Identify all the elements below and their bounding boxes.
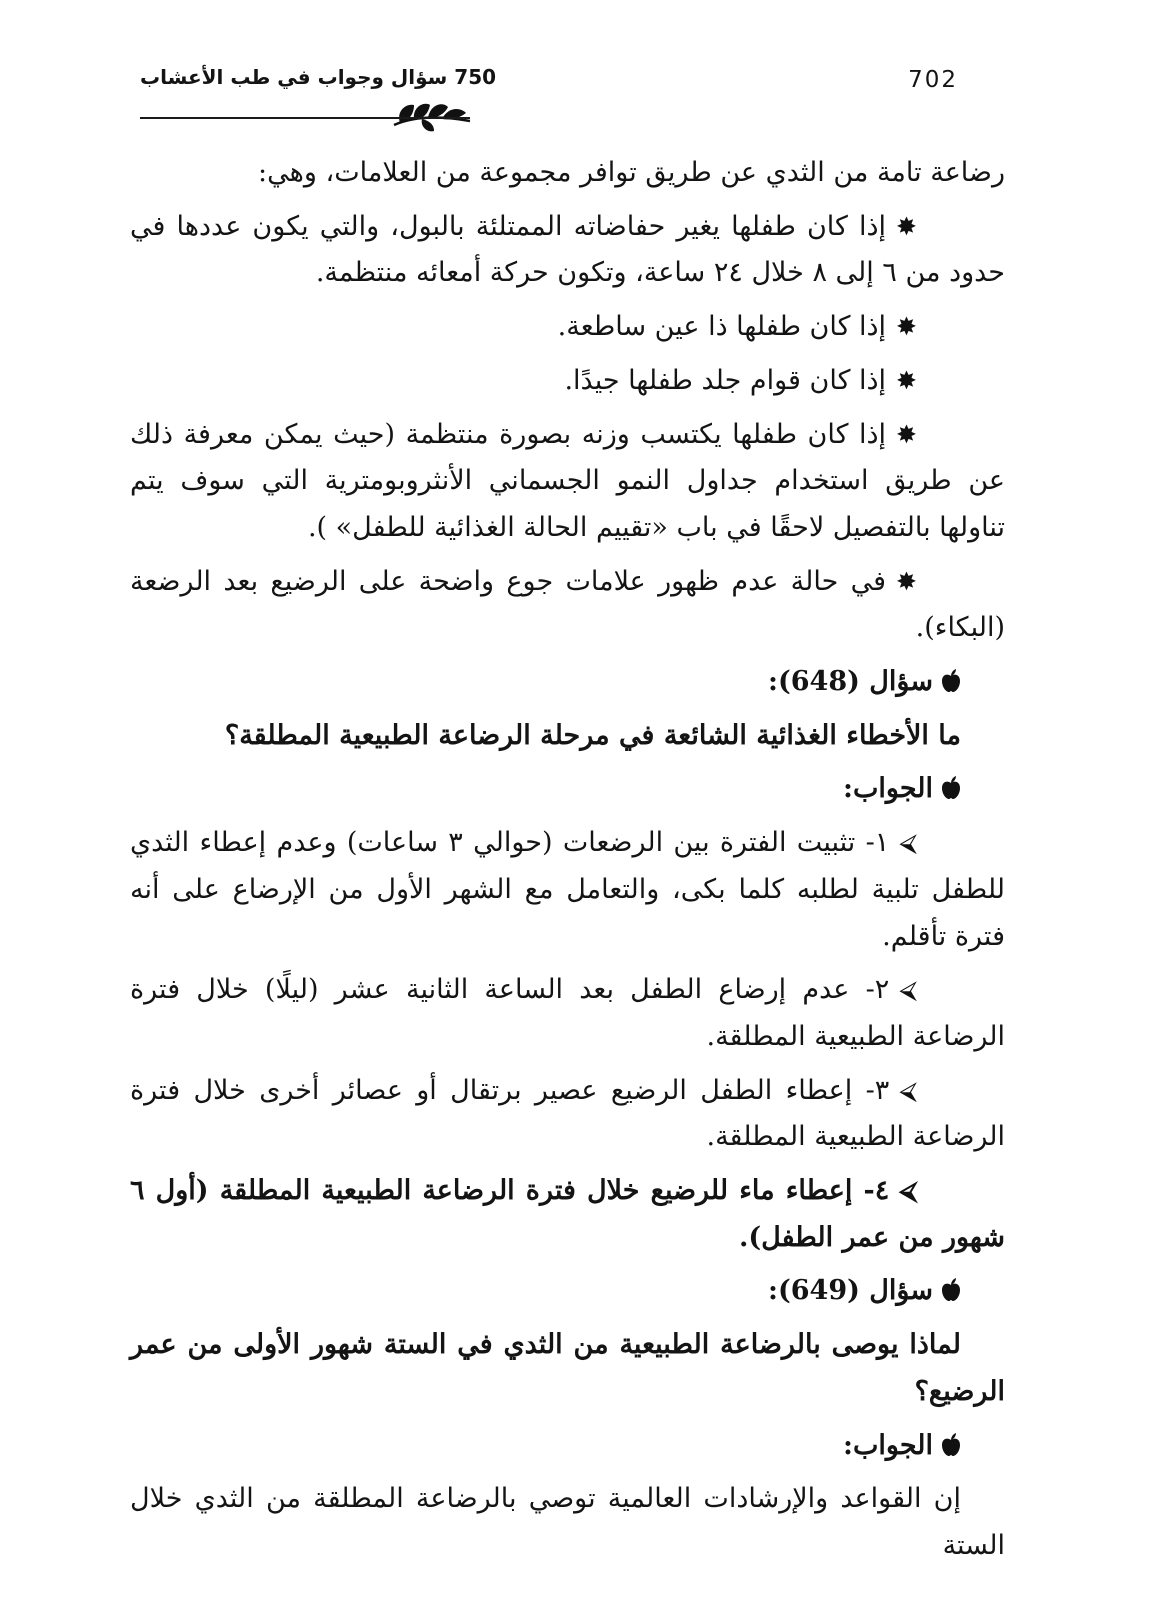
bullet-item [130, 204, 1005, 297]
arrow-bullet-icon: ⮘ [899, 828, 917, 858]
bullet-item [130, 412, 1005, 552]
star-bullet-icon: ✸ [896, 566, 917, 596]
bullet-item [130, 304, 1005, 351]
star-bullet-icon: ✸ [896, 312, 917, 342]
bullet-text: في حالة عدم ظهور علامات جوع واضحة على الرضيع بعد الرضعة (البكاء). [130, 565, 1005, 644]
intro-paragraph: رضاعة تامة من الثدي عن طريق توافر مجموعة من العلامات، وهي: [258, 157, 1005, 188]
answer-item [130, 820, 1005, 960]
star-bullet-icon: ✸ [896, 211, 917, 241]
bullet-text: إذا كان طفلها يكتسب وزنه بصورة منتظمة (حيث يمكن معرفة ذلك عن طريق استخدام جداول النمو الجسماني الأنثروبومترية التي سوف يتم تناولها بالتفصيل لاحقًا في باب «تقييم الحالة الغذائية للطفل» ). [130, 418, 1005, 543]
apple-icon [941, 776, 961, 800]
page-number: 702 [908, 67, 958, 93]
answer-item [130, 1068, 1005, 1161]
header-rule [140, 117, 470, 119]
arrow-bullet-icon: ⮘ [899, 975, 917, 1005]
bullet-item [130, 358, 1005, 405]
answer-paragraph: إن القواعد والإرشادات العالمية توصي بالرضاعة المطلقة من الثدي خلال الستة [130, 1483, 1005, 1561]
question-text: ما الأخطاء الغذائية الشائعة في مرحلة الرضاعة الطبيعية المطلقة؟ [224, 719, 961, 751]
bullet-text: إذا كان طفلها يغير حفاضاته الممتلئة بالبول، والتي يكون عددها في حدود من ٦ إلى ٨ خلال ٢٤ ساعة، وتكون حركة أمعائه منتظمة. [130, 210, 1005, 289]
answer-label: الجواب: [843, 773, 933, 805]
answer-item-text: ١- تثبيت الفترة بين الرضعات (حوالي ٣ ساعات) وعدم إعطاء الثدي للطفل تلبية لطلبه كلما بكى، والتعامل مع الشهر الأول من الإرضاع على أنه فترة تأقلم. [130, 827, 1005, 952]
answer-item-text: ٣- إعطاء الطفل الرضيع عصير برتقال أو عصائر أخرى خلال فترة الرضاعة الطبيعية المطلقة. [130, 1074, 1005, 1153]
page-body [130, 150, 1005, 1577]
answer-heading [130, 766, 1005, 813]
leaf-ornament-icon [392, 95, 472, 137]
bullet-text: إذا كان قوام جلد طفلها جيدًا. [564, 364, 887, 396]
star-bullet-icon: ✸ [896, 419, 917, 449]
question-label: سؤال (649): [768, 1275, 933, 1307]
bullet-text: إذا كان طفلها ذا عين ساطعة. [557, 311, 887, 343]
question-label: سؤال (648): [768, 666, 933, 698]
arrow-bullet-icon: ⮘ [899, 1075, 917, 1105]
bullet-item [130, 559, 1005, 652]
question-heading [130, 659, 1005, 706]
question-heading [130, 1268, 1005, 1315]
page-header [130, 55, 1020, 135]
answer-item-text: ٤- إعطاء ماء للرضيع خلال فترة الرضاعة الطبيعية المطلقة (أول ٦ شهور من عمر الطفل). [130, 1175, 1005, 1253]
apple-icon [941, 669, 961, 693]
arrow-bullet-icon: ⮘ [899, 1176, 918, 1206]
star-bullet-icon: ✸ [896, 365, 917, 395]
answer-heading [130, 1423, 1005, 1470]
answer-item-text: ٢- عدم إرضاع الطفل بعد الساعة الثانية عشر (ليلًا) خلال فترة الرضاعة الطبيعية المطلقة. [130, 974, 1005, 1052]
running-title: 750 سؤال وجواب في طب الأعشاب [140, 65, 497, 89]
apple-icon [941, 1278, 961, 1302]
question-text: لماذا يوصى بالرضاعة الطبيعية من الثدي في الستة شهور الأولى من عمر الرضيع؟ [130, 1329, 1005, 1407]
answer-item [130, 967, 1005, 1060]
answer-item [130, 1168, 1005, 1261]
apple-icon [941, 1433, 961, 1457]
answer-label: الجواب: [843, 1429, 933, 1461]
